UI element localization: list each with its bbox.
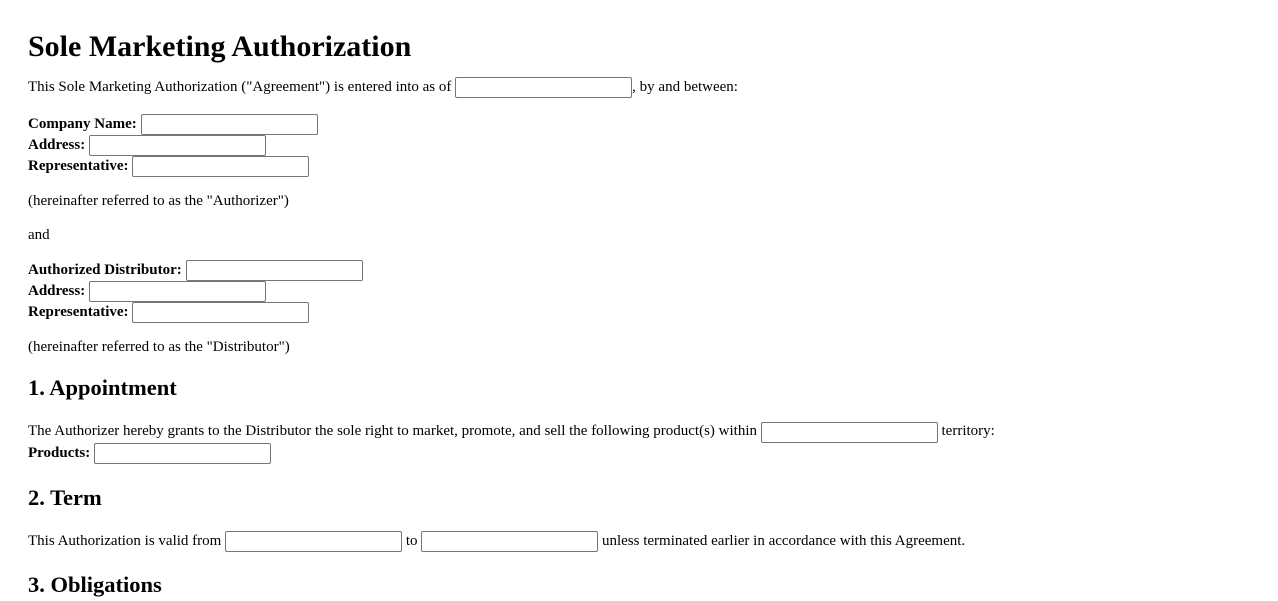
intro-paragraph [28,77,1250,98]
products-input[interactable] [94,443,271,464]
intro-text-after: , by and between: [632,79,738,95]
appointment-text-before: The Authorizer hereby grants to the Distributor the sole right to market, promote, and sell the following product(s) within [28,423,761,440]
distributor-representative-label: Representative: [28,304,129,321]
authorizer-note: (hereinafter referred to as the "Authorizer") [28,193,289,210]
term-start-date-input[interactable] [225,531,402,552]
term-end-date-input[interactable] [421,531,598,552]
territory-input[interactable] [761,422,938,443]
term-text-before: This Authorization is valid from [28,532,226,549]
company-name-input[interactable] [141,114,318,135]
term-paragraph [28,531,1250,552]
term-text-middle: to [402,532,422,549]
authorizer-block [28,114,1250,177]
products-label: Products: [28,444,91,461]
term-text-after: unless terminated earlier in accordance with this Agreement. [598,532,966,549]
obligations-heading: 3. Obligations [28,571,162,597]
appointment-paragraph [28,421,1250,463]
distributor-block [28,260,1250,323]
term-heading: 2. Term [28,484,102,510]
authorizer-address-input[interactable] [89,135,266,156]
distributor-representative-input[interactable] [132,302,309,323]
distributor-address-input[interactable] [89,281,266,302]
appointment-text-after: territory: [937,423,995,440]
authorizer-representative-label: Representative: [28,158,129,175]
distributor-name-input[interactable] [186,260,363,281]
intro-text-before: This Sole Marketing Authorization ("Agreement") is entered into as of [28,79,456,95]
appointment-heading: 1. Appointment [28,375,177,401]
document-title: Sole Marketing Authorization [28,30,412,63]
authorizer-address-label: Address: [28,137,86,154]
authorizer-representative-input[interactable] [132,156,309,177]
company-name-label: Company Name: [28,116,137,133]
distributor-name-label: Authorized Distributor: [28,262,182,279]
and-text: and [28,227,50,244]
distributor-note: (hereinafter referred to as the "Distributor") [28,339,290,356]
agreement-date-input[interactable] [455,77,632,98]
distributor-address-label: Address: [28,283,86,300]
